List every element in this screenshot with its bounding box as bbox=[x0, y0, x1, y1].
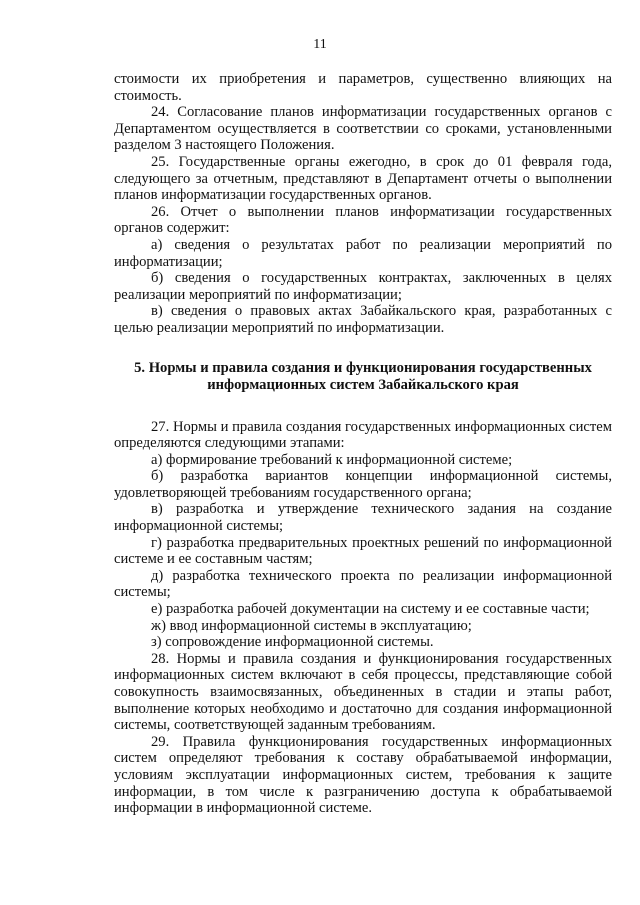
list-item: б) сведения о государственных контрактах, заключенных в целях реализации мероприятий по информатизации; bbox=[114, 270, 612, 303]
paragraph: 25. Государственные органы ежегодно, в срок до 01 февраля года, следующего за отчетным, представляют в Департамент отчеты о выполнении планов информатизации государственных органов. bbox=[114, 153, 612, 204]
document-body bbox=[114, 71, 612, 817]
section-heading-line1: 5. Нормы и правила создания и функционирования государственных bbox=[134, 359, 592, 376]
paragraph: 28. Нормы и правила создания и функционирования государственных информационных систем включают в себя процессы, представляющие собой совокупность взаимосвязанных, объединенных в стадии и этапы работ, выполнение которых необходимо и достаточно для создания информационной системы, соответствующей заданным требованиям. bbox=[114, 650, 612, 734]
list-item: г) разработка предварительных проектных решений по информационной системе и ее составным частям; bbox=[114, 534, 612, 568]
list-item: в) сведения о правовых актах Забайкальского края, разработанных с целью реализации мероприятий по информатизации. bbox=[114, 303, 612, 336]
list-item: б) разработка вариантов концепции информационной системы, удовлетворяющей требованиям государственного органа; bbox=[114, 468, 612, 501]
list-item: з) сопровождение информационной системы. bbox=[151, 634, 434, 651]
paragraph: 26. Отчет о выполнении планов информатизации государственных органов содержит: bbox=[114, 203, 612, 237]
list-item: д) разработка технического проекта по реализации информационной системы; bbox=[114, 567, 612, 601]
page-number: 11 bbox=[313, 37, 327, 52]
list-item: в) разработка и утверждение технического задания на создание информационной системы; bbox=[114, 501, 612, 535]
list-item: а) формирование требований к информационной системе; bbox=[151, 451, 513, 468]
paragraph: стоимости их приобретения и параметров, существенно влияющих на стоимость. bbox=[114, 71, 612, 104]
list-item: е) разработка рабочей документации на систему и ее составные части; bbox=[151, 601, 590, 618]
list-item: ж) ввод информационной системы в эксплуатацию; bbox=[151, 617, 472, 634]
list-item: а) сведения о результатах работ по реализации мероприятий по информатизации; bbox=[114, 236, 612, 270]
paragraph: 29. Правила функционирования государственных информационных систем определяют требования к составу обрабатываемой информации, условиям эксплуатации информационных систем, требования к защите информации, в том числе к разграничению доступа к обрабатываемой информации в информационной системе. bbox=[114, 733, 612, 817]
section-heading bbox=[114, 360, 612, 394]
section-heading-line2: информационных систем Забайкальского края bbox=[207, 376, 519, 393]
paragraph: 24. Согласование планов информатизации государственных органов с Департаментом осуществляется в соответствии со сроками, установленными разделом 3 настоящего Положения. bbox=[114, 104, 612, 154]
paragraph: 27. Нормы и правила создания государственных информационных систем определяются следующими этапами: bbox=[114, 418, 612, 452]
